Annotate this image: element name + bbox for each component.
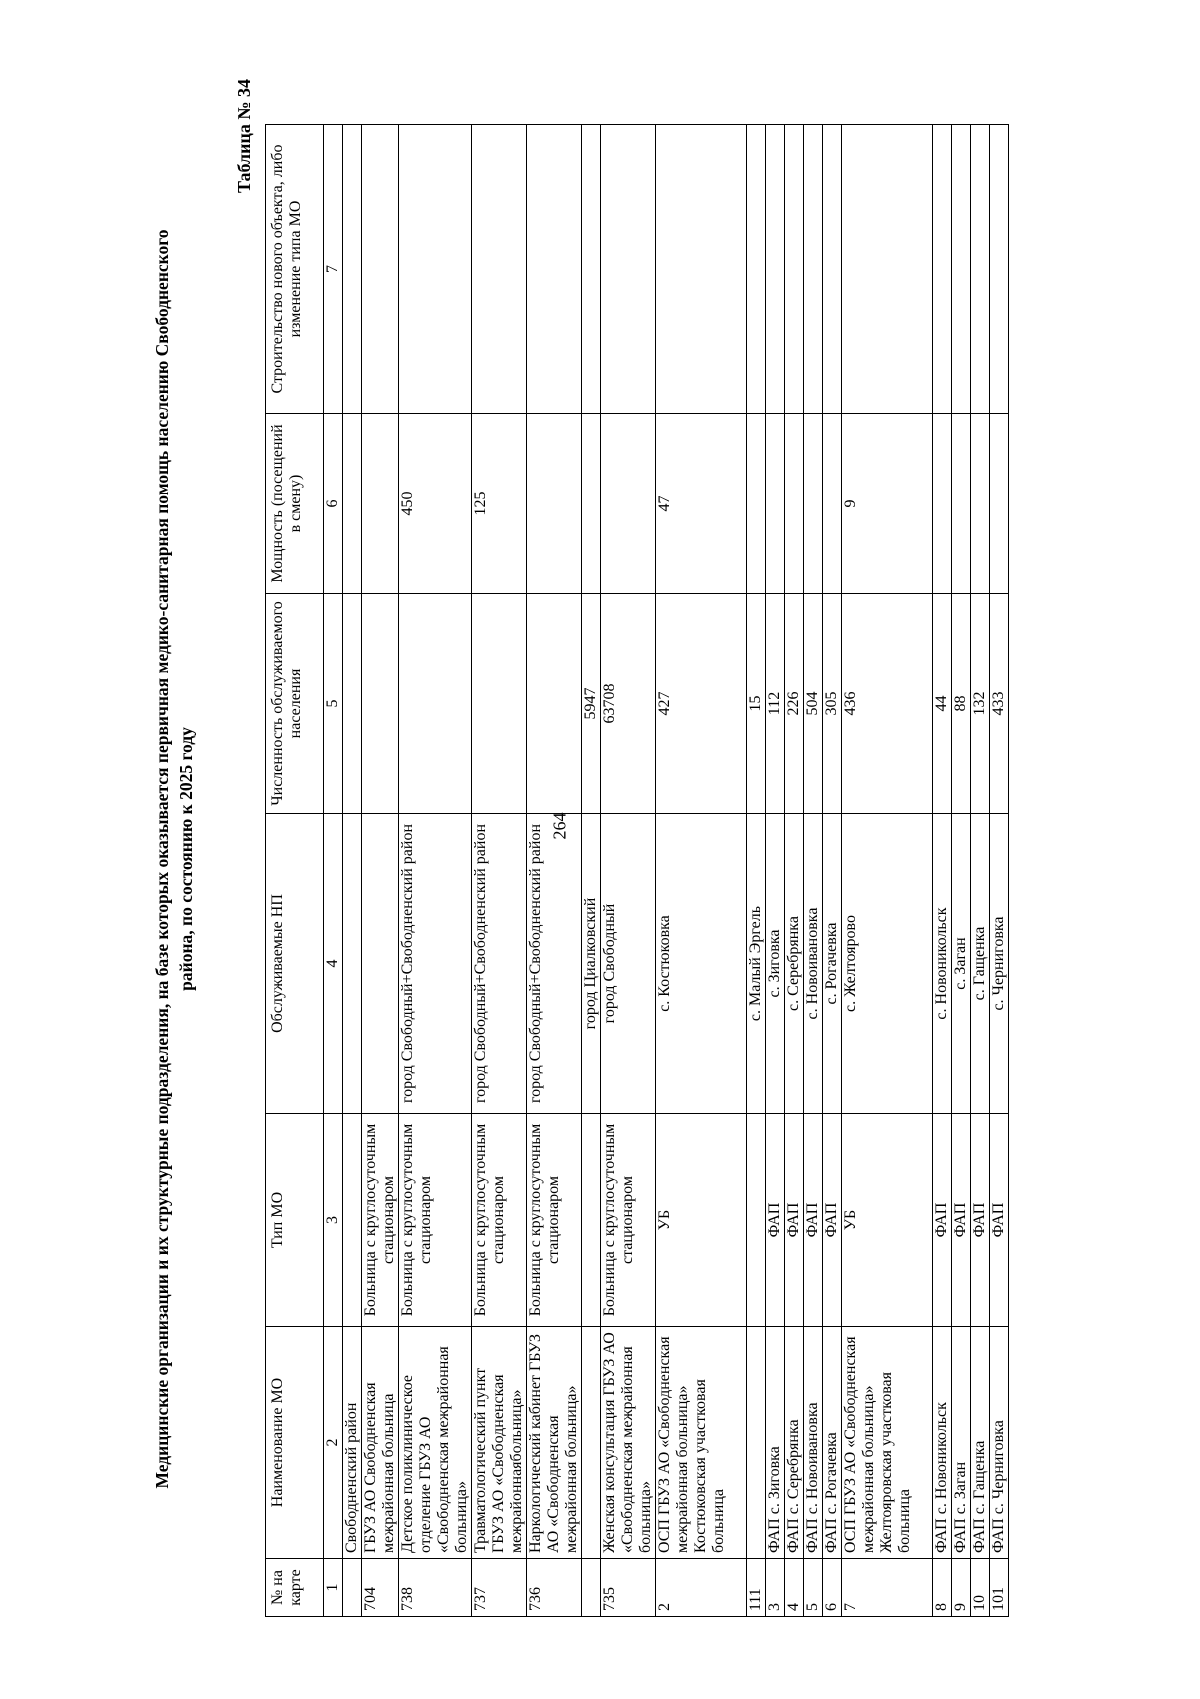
cell-capacity: [804, 414, 823, 594]
cell-type: ФАП: [971, 1114, 990, 1327]
cell-name: ГБУЗ АО Свободненская межрайонная больница: [362, 1327, 399, 1559]
cell-construction: [785, 125, 804, 414]
cell-map-number: 4: [785, 1559, 804, 1617]
cell-map-number: 736: [527, 1559, 582, 1617]
column-number: 5: [324, 594, 343, 814]
cell-population: 112: [766, 594, 785, 814]
header-row: [266, 125, 324, 1617]
cell-map-number: 738: [399, 1559, 472, 1617]
cell-population: 44: [933, 594, 952, 814]
column-number: 3: [324, 1114, 343, 1327]
cell-map-number: 7: [842, 1559, 933, 1617]
table-row: [472, 125, 527, 1617]
header-name: Наименование МО: [266, 1327, 324, 1559]
cell-construction: [582, 125, 601, 414]
rotated-page: [150, 59, 1200, 1659]
cell-capacity: [933, 414, 952, 594]
cell-population: [472, 594, 527, 814]
facilities-table: [265, 124, 1009, 1617]
cell-map-number: 111: [747, 1559, 766, 1617]
cell-served-settlements: с. Зиговка: [766, 814, 785, 1114]
cell-name: [747, 1327, 766, 1559]
cell-population: [362, 594, 399, 814]
cell-construction: [952, 125, 971, 414]
table-label: Таблица № 34: [234, 79, 254, 194]
column-number: 1: [324, 1559, 343, 1617]
section-row: [343, 125, 362, 1617]
cell-construction: [747, 125, 766, 414]
cell-construction: [990, 125, 1009, 414]
cell-population: 15: [747, 594, 766, 814]
column-number: 2: [324, 1327, 343, 1559]
cell-type: Больница с круглосуточным стационаром: [399, 1114, 472, 1327]
cell-population: 433: [990, 594, 1009, 814]
cell-served-settlements: [362, 814, 399, 1114]
cell-population: [399, 594, 472, 814]
cell-type: ФАП: [804, 1114, 823, 1327]
cell-type: ФАП: [823, 1114, 842, 1327]
cell-type: Больница с круглосуточным стационаром: [472, 1114, 527, 1327]
cell-map-number: 10: [971, 1559, 990, 1617]
table-row: [747, 125, 766, 1617]
document-title: [150, 59, 230, 1659]
table-row: [527, 125, 582, 1617]
table-row: [952, 125, 971, 1617]
cell-type: ФАП: [933, 1114, 952, 1327]
table-row: [362, 125, 399, 1617]
cell-population: 427: [656, 594, 747, 814]
table-row: [971, 125, 990, 1617]
cell-capacity: [362, 414, 399, 594]
cell-name: ФАП с. Новоивановка: [804, 1327, 823, 1559]
cell-name: Наркологический кабинет ГБУЗ АО «Свободненская межрайонная больница»: [527, 1327, 582, 1559]
cell-type: ФАП: [766, 1114, 785, 1327]
cell-construction: [971, 125, 990, 414]
cell-construction: [399, 125, 472, 414]
cell-name: Женская консультация ГБУЗ АО «Свободненская межрайонная больница»: [601, 1327, 656, 1559]
cell-map-number: 8: [933, 1559, 952, 1617]
cell-map-number: 2: [656, 1559, 747, 1617]
cell-map-number: 5: [804, 1559, 823, 1617]
header-population: Численность обслуживаемого населения: [266, 594, 324, 814]
header-capacity: Мощность (посещений в смену): [266, 414, 324, 594]
cell-construction: [527, 125, 582, 414]
cell-construction: [823, 125, 842, 414]
cell-name: ФАП с. Серебрянка: [785, 1327, 804, 1559]
cell-type: Больница с круглосуточным стационаром: [527, 1114, 582, 1327]
cell-population: 88: [952, 594, 971, 814]
table-row: [990, 125, 1009, 1617]
cell-construction: [601, 125, 656, 414]
cell-served-settlements: с. Новоивановка: [804, 814, 823, 1114]
cell-served-settlements: с. Костюковка: [656, 814, 747, 1114]
cell-name: ОСП ГБУЗ АО «Свободненская межрайонная больница» Костюковская участковая больница: [656, 1327, 747, 1559]
column-number: 4: [324, 814, 343, 1114]
cell-name: ФАП с. Новоникольск: [933, 1327, 952, 1559]
column-number: 6: [324, 414, 343, 594]
cell-type: УБ: [656, 1114, 747, 1327]
cell-construction: [842, 125, 933, 414]
cell-population: 5947: [582, 594, 601, 814]
cell-capacity: [823, 414, 842, 594]
section-title: Свободненский район: [343, 1327, 362, 1559]
cell-capacity: 9: [842, 414, 933, 594]
cell-served-settlements: город Свободный+Свободненский район: [472, 814, 527, 1114]
cell-capacity: [785, 414, 804, 594]
cell-type: ФАП: [952, 1114, 971, 1327]
cell-served-settlements: город Свободный: [601, 814, 656, 1114]
cell-capacity: [601, 414, 656, 594]
cell-served-settlements: с. Рогачевка: [823, 814, 842, 1114]
table-row: [399, 125, 472, 1617]
cell-population: 504: [804, 594, 823, 814]
cell-construction: [472, 125, 527, 414]
cell-name: ФАП с. Гащенка: [971, 1327, 990, 1559]
cell-type: [747, 1114, 766, 1327]
cell-capacity: [582, 414, 601, 594]
cell-construction: [804, 125, 823, 414]
cell-name: ФАП с. Заган: [952, 1327, 971, 1559]
cell-served-settlements: с. Новоникольск: [933, 814, 952, 1114]
cell-name: Травматологический пункт ГБУЗ АО «Свободненская межрайоннаябольница»: [472, 1327, 527, 1559]
cell-construction: [766, 125, 785, 414]
table-row: [601, 125, 656, 1617]
cell-served-settlements: с. Малый Эргель: [747, 814, 766, 1114]
cell-population: 436: [842, 594, 933, 814]
cell-name: ФАП с. Зиговка: [766, 1327, 785, 1559]
cell-served-settlements: с. Заган: [952, 814, 971, 1114]
title-line-1: Медицинские организации и их структурные подразделения, на базе которых оказывается первичная медико-санитарная помощь населению Свободненского: [152, 229, 172, 1489]
cell-name: ФАП с. Рогачевка: [823, 1327, 842, 1559]
table-row: [785, 125, 804, 1617]
cell-name: ОСП ГБУЗ АО «Свободненская межрайонная больница» Желтояровская участковая больница: [842, 1327, 933, 1559]
page-number: 264: [549, 812, 570, 840]
cell-population: 63708: [601, 594, 656, 814]
cell-served-settlements: с. Черниговка: [990, 814, 1009, 1114]
cell-name: ФАП с. Черниговка: [990, 1327, 1009, 1559]
header-served-settlements: Обслуживаемые НП: [266, 814, 324, 1114]
cell-population: 132: [971, 594, 990, 814]
title-line-2: района, по состоянию к 2025 году: [176, 727, 196, 991]
cell-construction: [362, 125, 399, 414]
cell-capacity: [766, 414, 785, 594]
cell-type: ФАП: [990, 1114, 1009, 1327]
cell-name: [582, 1327, 601, 1559]
cell-served-settlements: город Свободный+Свободненский район: [527, 814, 582, 1114]
cell-capacity: [990, 414, 1009, 594]
cell-served-settlements: с. Гащенка: [971, 814, 990, 1114]
column-number: 7: [324, 125, 343, 414]
cell-type: Больница с круглосуточным стационаром: [601, 1114, 656, 1327]
table-row: [766, 125, 785, 1617]
cell-construction: [656, 125, 747, 414]
column-number-row: [324, 125, 343, 1617]
cell-map-number: 101: [990, 1559, 1009, 1617]
cell-population: 226: [785, 594, 804, 814]
header-map-number: № на карте: [266, 1559, 324, 1617]
cell-type: Больница с круглосуточным стационаром: [362, 1114, 399, 1327]
cell-population: 305: [823, 594, 842, 814]
cell-type: [582, 1114, 601, 1327]
table-row: [582, 125, 601, 1617]
cell-map-number: [582, 1559, 601, 1617]
cell-served-settlements: город Свободный+Свободненский район: [399, 814, 472, 1114]
header-construction: Строительство нового объекта, либо изменение типа МО: [266, 125, 324, 414]
cell-construction: [933, 125, 952, 414]
table-row: [933, 125, 952, 1617]
cell-map-number: 9: [952, 1559, 971, 1617]
cell-capacity: 450: [399, 414, 472, 594]
cell-map-number: 737: [472, 1559, 527, 1617]
cell-type: УБ: [842, 1114, 933, 1327]
cell-capacity: [747, 414, 766, 594]
table-row: [656, 125, 747, 1617]
cell-map-number: 735: [601, 1559, 656, 1617]
cell-map-number: 3: [766, 1559, 785, 1617]
table-row: [842, 125, 933, 1617]
cell-type: ФАП: [785, 1114, 804, 1327]
cell-name: Детское поликлиническое отделение ГБУЗ АО «Свободненская межрайонная больница»: [399, 1327, 472, 1559]
cell-map-number: 6: [823, 1559, 842, 1617]
cell-capacity: 47: [656, 414, 747, 594]
table-row: [804, 125, 823, 1617]
cell-capacity: 125: [472, 414, 527, 594]
cell-map-number: 704: [362, 1559, 399, 1617]
table-row: [823, 125, 842, 1617]
header-type: Тип МО: [266, 1114, 324, 1327]
cell-capacity: [971, 414, 990, 594]
cell-served-settlements: с. Серебрянка: [785, 814, 804, 1114]
cell-capacity: [952, 414, 971, 594]
cell-served-settlements: город Циалковский: [582, 814, 601, 1114]
cell-capacity: [527, 414, 582, 594]
cell-served-settlements: с. Желтоярово: [842, 814, 933, 1114]
cell-population: [527, 594, 582, 814]
